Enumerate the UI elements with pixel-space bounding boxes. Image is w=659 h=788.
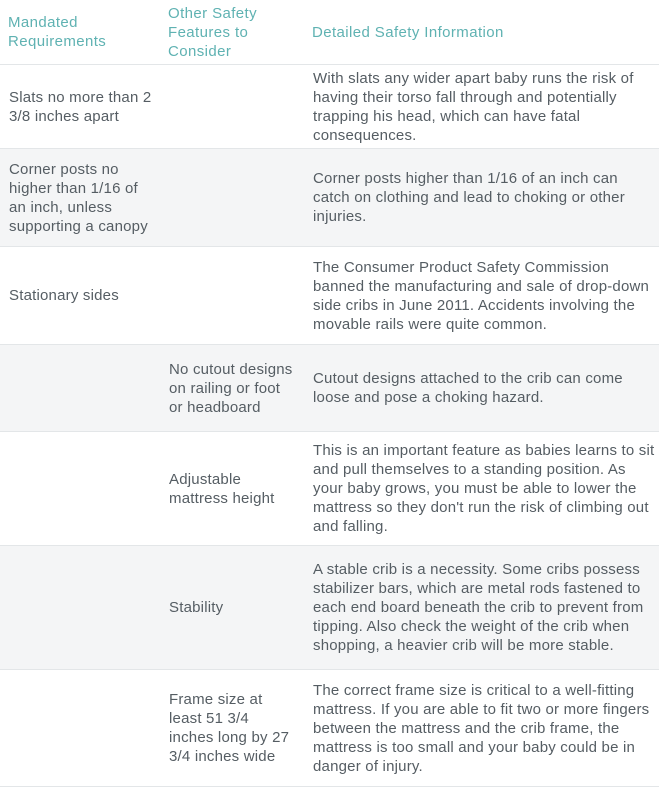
mandated-cell: Corner posts no higher than 1/16 of an inch, unless supporting a canopy: [0, 149, 160, 247]
mandated-cell: [0, 345, 160, 432]
table-row: [0, 149, 659, 247]
info-cell: Corner posts higher than 1/16 of an inch can catch on clothing and lead to choking or other injuries.: [303, 149, 659, 247]
header-other-safety-features: Other Safety Features to Consider: [168, 4, 258, 60]
info-cell: The correct frame size is critical to a well-fitting mattress. If you are able to fit two or more fingers between the mattress and the crib frame, the mattress is too small and your baby could be in danger of injury.: [303, 670, 659, 787]
table-row: [0, 65, 659, 149]
info-cell: This is an important feature as babies learns to sit and pull themselves to a standing position. As your baby grows, you must be able to lower the mattress so they don't run the risk of climbing out and falling.: [303, 432, 659, 546]
feature-cell: [160, 247, 303, 345]
info-cell: A stable crib is a necessity. Some cribs possess stabilizer bars, which are metal rods fastened to each end board beneath the crib to prevent from tipping. Also check the weight of the crib when shopping, a heavier crib will be more stable.: [303, 546, 659, 670]
table-row: [0, 670, 659, 787]
feature-cell: [160, 65, 303, 149]
feature-cell: [160, 149, 303, 247]
mandated-cell: [0, 432, 160, 546]
info-cell: Cutout designs attached to the crib can come loose and pose a choking hazard.: [303, 345, 659, 432]
mandated-cell: Stationary sides: [0, 247, 160, 345]
table-row: [0, 247, 659, 345]
table-row: [0, 432, 659, 546]
header-mandated-requirements: Mandated Requirements: [8, 14, 107, 50]
info-cell: The Consumer Product Safety Commission banned the manufacturing and sale of drop-down side cribs in June 2011. Accidents involving the movable rails were quite common.: [303, 247, 659, 345]
table-header: [0, 0, 659, 65]
header-detailed-safety-info: Detailed Safety Information: [312, 23, 504, 41]
info-cell: With slats any wider apart baby runs the risk of having their torso fall through and potentially trapping his head, which can have fatal consequences.: [303, 65, 659, 149]
feature-cell: No cutout designs on railing or foot or headboard: [160, 345, 303, 432]
table-body: [0, 65, 659, 787]
mandated-cell: Slats no more than 2 3/8 inches apart: [0, 65, 160, 149]
feature-cell: Adjustable mattress height: [160, 432, 303, 546]
feature-cell: Frame size at least 51 3/4 inches long by 27 3/4 inches wide: [160, 670, 303, 787]
header-row: [0, 0, 659, 65]
mandated-cell: [0, 546, 160, 670]
table-row: [0, 345, 659, 432]
mandated-cell: [0, 670, 160, 787]
table-row: [0, 546, 659, 670]
feature-cell: Stability: [160, 546, 303, 670]
